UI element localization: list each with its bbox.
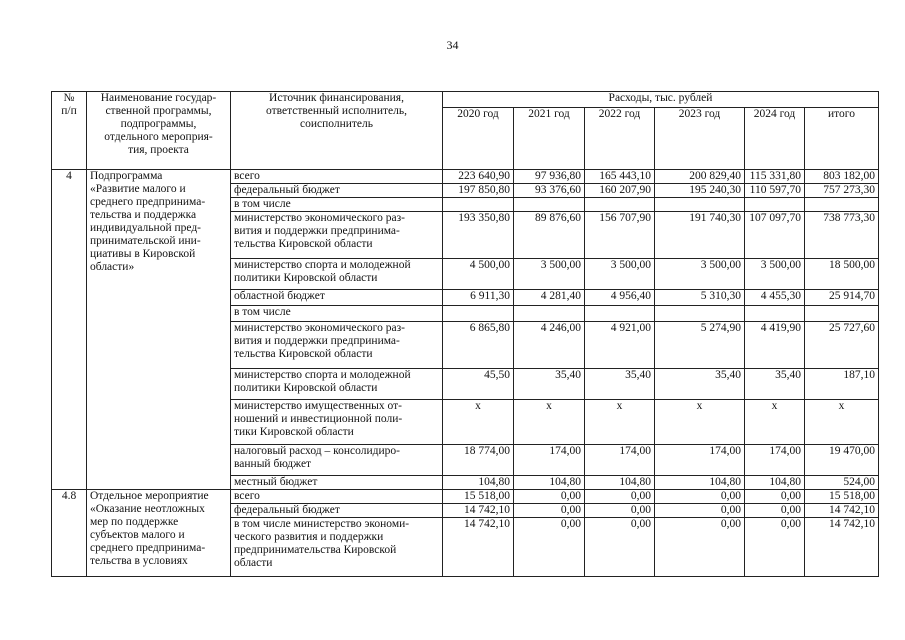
amount-cell (655, 198, 745, 212)
funding-source-line: области (234, 557, 273, 569)
funding-source-line: федеральный бюджет (234, 504, 340, 516)
amount-cell: 0,00 (745, 490, 805, 504)
header-year-5: итого (805, 108, 879, 170)
amount-cell: 104,80 (585, 476, 655, 490)
amount-cell: 14 742,10 (443, 518, 514, 577)
amount-cell: 191 740,30 (655, 212, 745, 259)
header-number (52, 92, 87, 170)
funding-source-line: областной бюджет (234, 290, 325, 302)
amount-cell: 174,00 (585, 445, 655, 476)
header-number-line: п/п (61, 105, 77, 117)
header-name-line: ственной программы, (105, 105, 212, 117)
funding-source (231, 369, 443, 400)
amount-cell: x (585, 400, 655, 445)
amount-cell: 4 246,00 (514, 322, 585, 369)
amount-cell: 107 097,70 (745, 212, 805, 259)
amount-cell: x (745, 400, 805, 445)
funding-source (231, 504, 443, 518)
amount-cell: 193 350,80 (443, 212, 514, 259)
header-name-line: подпрограммы, (120, 118, 197, 130)
funding-source-line: предпринимательства Кировской (234, 544, 397, 556)
subprogram-4-program-name-line: принимательской ини- (90, 235, 201, 247)
subprogram-4-row (52, 170, 879, 184)
funding-source (231, 476, 443, 490)
amount-cell: 3 500,00 (514, 259, 585, 290)
amount-cell: 0,00 (745, 518, 805, 577)
funding-source (231, 400, 443, 445)
amount-cell: 4 455,30 (745, 290, 805, 306)
funding-source-line: вития и поддержки предпринима- (234, 225, 400, 237)
subprogram-4-program-name-line: индивидуальной пред- (90, 222, 202, 234)
subprogram-4-program-name-line: среднего предпринима- (90, 196, 206, 208)
amount-cell: 195 240,30 (655, 184, 745, 198)
funding-source (231, 198, 443, 212)
header-year-0: 2020 год (443, 108, 514, 170)
amount-cell: 18 774,00 (443, 445, 514, 476)
amount-cell: 4 956,40 (585, 290, 655, 306)
amount-cell (443, 306, 514, 322)
amount-cell: 757 273,30 (805, 184, 879, 198)
funding-source (231, 306, 443, 322)
header-name (87, 92, 231, 170)
funding-source-line: тики Кировской области (234, 426, 354, 438)
amount-cell: 6 865,80 (443, 322, 514, 369)
amount-cell: 4 500,00 (443, 259, 514, 290)
funding-source (231, 290, 443, 306)
funding-source-line: политики Кировской области (234, 272, 378, 284)
measure-4-8-program-name-line: «Оказание неотложных (90, 503, 205, 515)
amount-cell: 0,00 (655, 504, 745, 518)
amount-cell: 104,80 (514, 476, 585, 490)
measure-4-8-program-name (87, 490, 231, 577)
amount-cell (443, 198, 514, 212)
amount-cell: 5 310,30 (655, 290, 745, 306)
amount-cell: 14 742,10 (805, 504, 879, 518)
amount-cell: 115 331,80 (745, 170, 805, 184)
amount-cell: x (655, 400, 745, 445)
amount-cell: 0,00 (514, 518, 585, 577)
amount-cell: 35,40 (514, 369, 585, 400)
funding-source-line: вития и поддержки предпринима- (234, 335, 400, 347)
amount-cell: 15 518,00 (805, 490, 879, 504)
subprogram-4-program-name-line: тельства и поддержка (90, 209, 197, 221)
amount-cell: 156 707,90 (585, 212, 655, 259)
measure-4-8-program-name-line: мер по поддержке (90, 516, 179, 528)
amount-cell: 223 640,90 (443, 170, 514, 184)
amount-cell: 0,00 (585, 490, 655, 504)
amount-cell: x (514, 400, 585, 445)
funding-source (231, 445, 443, 476)
expenses-table (51, 91, 879, 577)
funding-source (231, 259, 443, 290)
amount-cell: 3 500,00 (655, 259, 745, 290)
subprogram-4-program-name-line: «Развитие малого и (90, 183, 186, 195)
amount-cell: 524,00 (805, 476, 879, 490)
amount-cell: 0,00 (514, 504, 585, 518)
amount-cell (514, 198, 585, 212)
funding-source-line: федеральный бюджет (234, 184, 340, 196)
amount-cell: 5 274,90 (655, 322, 745, 369)
amount-cell: 0,00 (585, 504, 655, 518)
amount-cell: 187,10 (805, 369, 879, 400)
amount-cell: 4 281,40 (514, 290, 585, 306)
amount-cell: 35,40 (655, 369, 745, 400)
amount-cell (745, 306, 805, 322)
amount-cell: 3 500,00 (745, 259, 805, 290)
funding-source (231, 184, 443, 198)
funding-source-line: в том числе (234, 198, 291, 210)
amount-cell: 45,50 (443, 369, 514, 400)
amount-cell: 15 518,00 (443, 490, 514, 504)
amount-cell (805, 198, 879, 212)
amount-cell: 19 470,00 (805, 445, 879, 476)
amount-cell: x (805, 400, 879, 445)
funding-source-line: тельства Кировской области (234, 348, 373, 360)
header-year-1: 2021 год (514, 108, 585, 170)
amount-cell: 97 936,80 (514, 170, 585, 184)
header-year-4: 2024 год (745, 108, 805, 170)
funding-source (231, 170, 443, 184)
amount-cell: 160 207,90 (585, 184, 655, 198)
amount-cell (805, 306, 879, 322)
amount-cell: 18 500,00 (805, 259, 879, 290)
amount-cell: 174,00 (745, 445, 805, 476)
amount-cell: 0,00 (655, 518, 745, 577)
funding-source (231, 518, 443, 577)
measure-4-8-row (52, 490, 879, 504)
amount-cell: 89 876,60 (514, 212, 585, 259)
amount-cell (745, 198, 805, 212)
header-source-line: ответственный исполнитель, (266, 105, 407, 117)
funding-source (231, 212, 443, 259)
amount-cell: 104,80 (655, 476, 745, 490)
funding-source-line: всего (234, 490, 260, 502)
funding-source-line: в том числе (234, 306, 291, 318)
amount-cell: 4 921,00 (585, 322, 655, 369)
amount-cell: 0,00 (745, 504, 805, 518)
measure-4-8-program-name-line: тельства в условиях (90, 555, 188, 567)
amount-cell: 3 500,00 (585, 259, 655, 290)
funding-source-line: министерство экономического раз- (234, 322, 405, 334)
funding-source-line: министерство спорта и молодежной (234, 259, 411, 271)
subprogram-4-number: 4 (52, 170, 87, 490)
amount-cell: 0,00 (585, 518, 655, 577)
header-name-line: Наименование государ- (100, 92, 217, 104)
subprogram-4-program-name-line: области» (90, 261, 135, 273)
subprogram-4-program-name-line: Подпрограмма (90, 170, 163, 182)
header-source-line: Источник финансирования, (269, 92, 404, 104)
header-name-line: отдельного мероприя- (104, 131, 213, 143)
funding-source-line: ношений и инвестиционной поли- (234, 413, 403, 425)
funding-source-line: местный бюджет (234, 476, 318, 488)
subprogram-4-program-name (87, 170, 231, 490)
funding-source-line: всего (234, 170, 260, 182)
funding-source-line: в том числе министерство экономи- (234, 518, 410, 530)
amount-cell: 35,40 (585, 369, 655, 400)
amount-cell: 0,00 (655, 490, 745, 504)
header-year-3: 2023 год (655, 108, 745, 170)
funding-source-line: министерство спорта и молодежной (234, 369, 411, 381)
amount-cell: 35,40 (745, 369, 805, 400)
page-number: 34 (446, 38, 459, 52)
header-year-2: 2022 год (585, 108, 655, 170)
header-row-1 (52, 92, 879, 108)
funding-source-line: политики Кировской области (234, 382, 378, 394)
amount-cell: 197 850,80 (443, 184, 514, 198)
amount-cell: 174,00 (514, 445, 585, 476)
header-name-line: тия, проекта (128, 144, 189, 156)
funding-source (231, 490, 443, 504)
amount-cell: 14 742,10 (443, 504, 514, 518)
amount-cell: 104,80 (443, 476, 514, 490)
amount-cell: 25 914,70 (805, 290, 879, 306)
measure-4-8-program-name-line: среднего предпринима- (90, 542, 206, 554)
header-source (231, 92, 443, 170)
amount-cell: 738 773,30 (805, 212, 879, 259)
funding-source (231, 322, 443, 369)
header-number-line: № (63, 92, 75, 104)
amount-cell (585, 198, 655, 212)
amount-cell: 110 597,70 (745, 184, 805, 198)
funding-source-line: министерство экономического раз- (234, 212, 405, 224)
funding-source-line: ческого развития и поддержки (234, 531, 384, 543)
amount-cell: x (443, 400, 514, 445)
header-source-line: соисполнитель (299, 118, 374, 130)
funding-source-line: налоговый расход – консолидиро- (234, 445, 400, 457)
amount-cell: 174,00 (655, 445, 745, 476)
funding-source-line: ванный бюджет (234, 458, 312, 470)
amount-cell: 0,00 (514, 490, 585, 504)
amount-cell: 4 419,90 (745, 322, 805, 369)
amount-cell: 104,80 (745, 476, 805, 490)
measure-4-8-number: 4.8 (52, 490, 87, 577)
funding-source-line: министерство имущественных от- (234, 400, 402, 412)
header-expenses: Расходы, тыс. рублей (443, 92, 879, 108)
amount-cell (514, 306, 585, 322)
amount-cell (655, 306, 745, 322)
amount-cell: 803 182,00 (805, 170, 879, 184)
amount-cell: 165 443,10 (585, 170, 655, 184)
amount-cell: 93 376,60 (514, 184, 585, 198)
amount-cell: 200 829,40 (655, 170, 745, 184)
subprogram-4-program-name-line: циативы в Кировской (90, 248, 196, 260)
funding-source-line: тельства Кировской области (234, 238, 373, 250)
amount-cell: 6 911,30 (443, 290, 514, 306)
measure-4-8-program-name-line: субъектов малого и (90, 529, 185, 541)
measure-4-8-program-name-line: Отдельное мероприятие (90, 490, 209, 502)
amount-cell: 25 727,60 (805, 322, 879, 369)
amount-cell: 14 742,10 (805, 518, 879, 577)
amount-cell (585, 306, 655, 322)
